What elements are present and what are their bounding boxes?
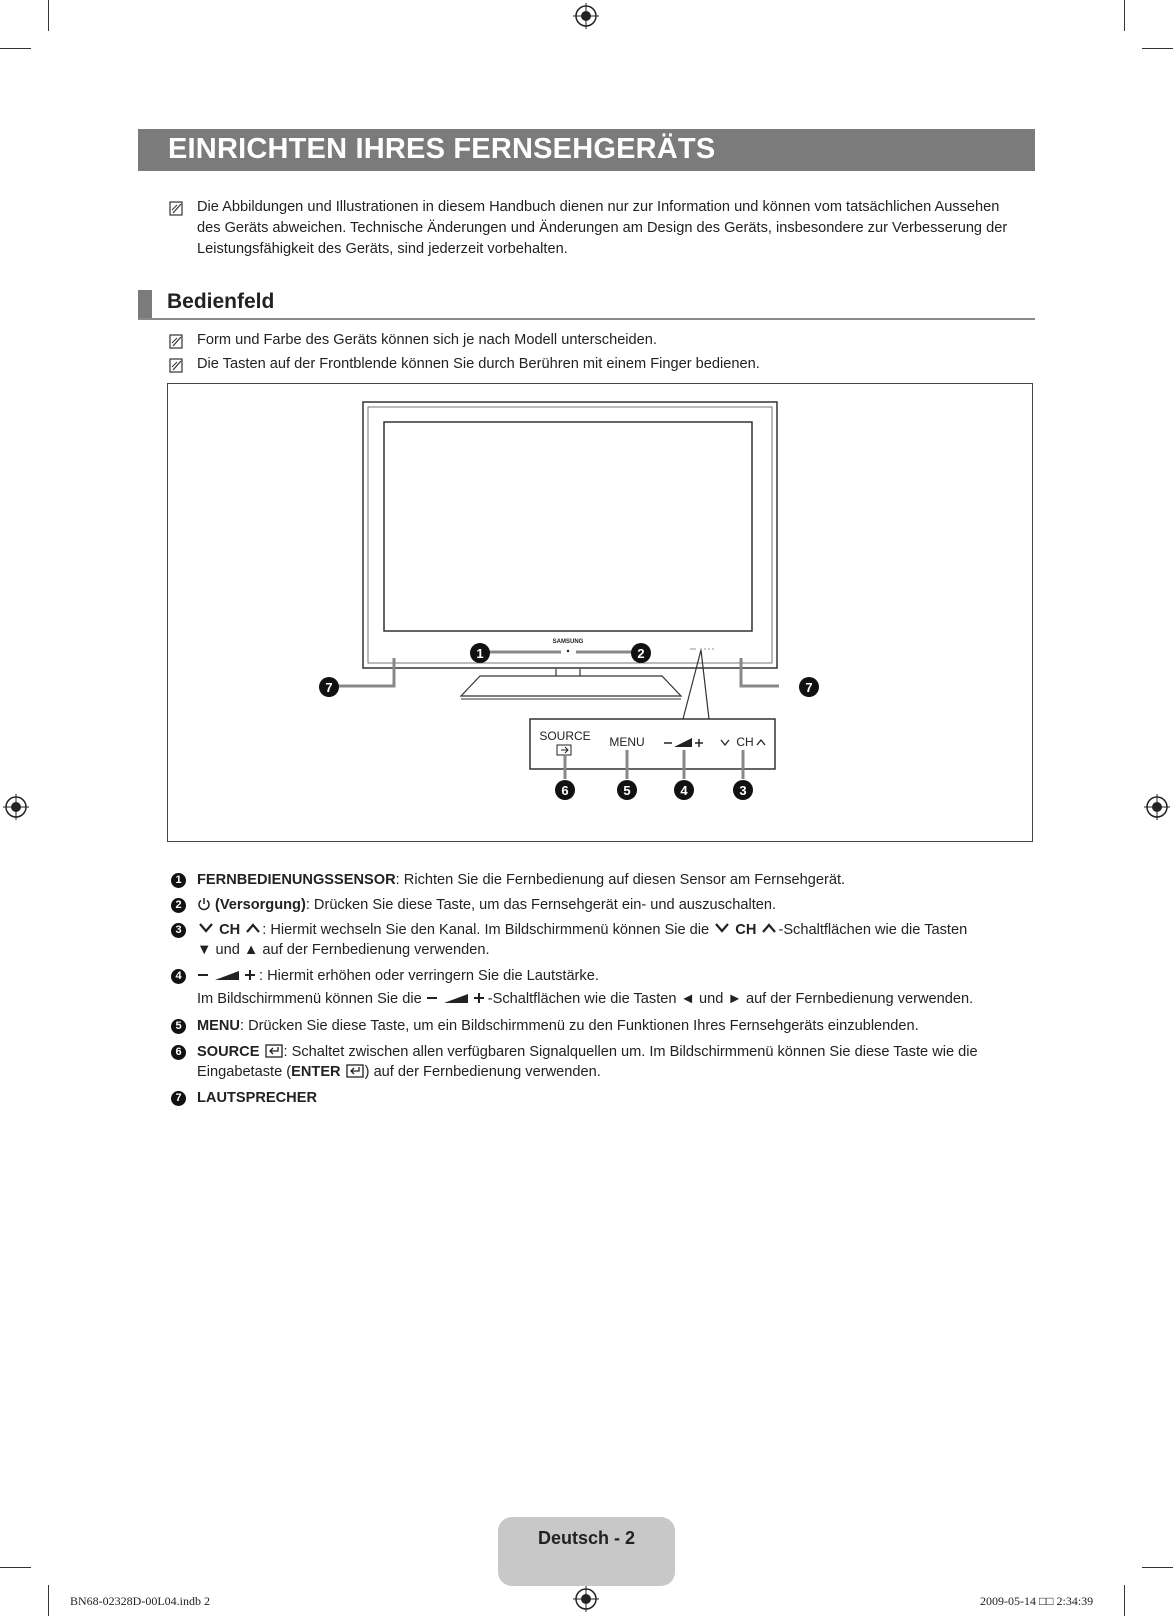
volume-icon — [426, 991, 488, 1005]
registration-mark-icon — [3, 794, 29, 820]
item-term: CH — [219, 922, 241, 938]
panel-source-label: SOURCE — [539, 729, 591, 743]
tv-stand-base — [461, 676, 681, 696]
item-term: ENTER — [291, 1064, 341, 1080]
item-number: 2 — [171, 898, 186, 913]
item-text: : Drücken Sie diese Taste, um ein Bildschirmmenü zu den Funktionen Ihres Fernsehgeräts einzublenden. — [239, 1018, 919, 1034]
intro-note-line: des Geräts abweichen. Technische Änderungen und Änderungen am Design des Geräts, insbesondere zur Verbesserung der — [197, 220, 1008, 236]
item-term: MENU — [197, 1018, 240, 1034]
power-icon — [197, 897, 211, 911]
print-slug-right: 2009-05-14 □□ 2:34:39 — [980, 1594, 1094, 1608]
page-number-tab — [498, 1517, 675, 1586]
item-text: : Richten Sie die Fernbedienung auf diesen Sensor am Fernsehgerät. — [395, 872, 846, 888]
item-term: (Versorgung) — [215, 897, 306, 913]
volume-icon — [197, 968, 259, 982]
registration-mark-icon — [1144, 794, 1170, 820]
panel-menu-label: MENU — [609, 735, 645, 749]
crop-mark — [0, 1567, 31, 1568]
chevron-up-icon — [760, 922, 778, 934]
item-number: 7 — [171, 1091, 186, 1106]
crop-mark — [48, 1585, 49, 1616]
item-text: : Schaltet zwischen allen verfügbaren Signalquellen um. Im Bildschirmmenü können Sie diese Taste wie die — [283, 1044, 978, 1060]
item-text: : Hiermit erhöhen oder verringern Sie die Lautstärke. — [259, 968, 599, 984]
chevron-up-icon — [244, 922, 262, 934]
intro-note-line: Leistungsfähigkeit des Geräts, sind jederzeit vorbehalten. — [197, 241, 568, 257]
item-7-description — [197, 1088, 317, 1108]
print-slug-left: BN68-02328D-00L04.indb 2 — [70, 1594, 210, 1608]
page-title-bar — [138, 129, 1035, 171]
item-term: SOURCE — [197, 1044, 260, 1060]
item-number: 6 — [171, 1045, 186, 1060]
note-icon — [169, 334, 184, 349]
crop-mark — [1142, 1567, 1173, 1568]
registration-mark-icon — [573, 1586, 599, 1612]
item-text: ) auf der Fernbedienung verwenden. — [364, 1064, 601, 1080]
item-number: 1 — [171, 873, 186, 888]
item-text: : Drücken Sie diese Taste, um das Fernsehgerät ein- und auszuschalten. — [305, 897, 777, 913]
item-text: Im Bildschirmmenü können Sie die — [197, 991, 422, 1007]
crop-mark — [1142, 48, 1173, 49]
section-title: Bedienfeld — [167, 290, 275, 313]
item-text: ▼ und ▲ auf der Fernbedienung verwenden. — [197, 942, 490, 958]
enter-icon — [264, 1044, 284, 1058]
callout-number: 6 — [561, 783, 569, 798]
callout-number: 7 — [325, 680, 333, 695]
tv-diagram — [168, 384, 1032, 841]
page-title: EINRICHTEN IHRES FERNSEHGERÄTS — [168, 133, 716, 165]
note-icon — [169, 358, 184, 373]
registration-mark-icon — [573, 3, 599, 29]
tv-figure-box — [167, 383, 1033, 842]
tv-screen — [384, 422, 752, 631]
callout-number: 4 — [680, 783, 688, 798]
callout-number: 1 — [476, 646, 484, 661]
item-4-description-line2 — [197, 989, 973, 1009]
item-text: Eingabetaste ( — [197, 1064, 292, 1080]
section-note: Die Tasten auf der Frontblende können Sie durch Berühren mit einem Finger bedienen. — [197, 356, 760, 372]
item-4-description — [197, 966, 599, 986]
item-1-description — [197, 870, 845, 890]
crop-mark — [1124, 1585, 1125, 1616]
callout-number: 5 — [623, 783, 631, 798]
tv-brand-logo: SAMSUNG — [552, 639, 584, 645]
intro-note-line: Die Abbildungen und Illustrationen in diesem Handbuch dienen nur zur Information und können vom tatsächlichen Aussehen — [197, 199, 1000, 215]
item-term: FERNBEDIENUNGSSENSOR — [197, 872, 396, 888]
item-6-description — [197, 1042, 978, 1062]
chevron-down-icon — [713, 922, 731, 934]
item-number: 5 — [171, 1019, 186, 1034]
item-text: -Schaltflächen wie die Tasten ◄ und ► auf der Fernbedienung verwenden. — [487, 991, 974, 1007]
callout-number: 2 — [637, 646, 645, 661]
section-heading-bar — [138, 290, 152, 318]
item-number: 3 — [171, 923, 186, 938]
item-6-description-line2 — [197, 1062, 601, 1082]
crop-mark — [1124, 0, 1125, 31]
crop-mark — [48, 0, 49, 31]
item-3-description — [197, 920, 967, 940]
item-text: -Schaltflächen wie die Tasten — [778, 922, 968, 938]
chevron-down-icon — [197, 922, 215, 934]
item-number: 4 — [171, 969, 186, 984]
item-5-description — [197, 1016, 919, 1036]
item-2-description — [197, 895, 776, 915]
section-heading — [138, 290, 1035, 320]
item-term: LAUTSPRECHER — [197, 1090, 317, 1106]
page-label: Deutsch - 2 — [537, 1528, 636, 1548]
callout-number: 3 — [739, 783, 747, 798]
callout-number: 7 — [805, 680, 813, 695]
item-text: : Hiermit wechseln Sie den Kanal. Im Bildschirmmenü können Sie die — [262, 922, 710, 938]
note-icon — [169, 201, 184, 216]
crop-mark — [0, 48, 31, 49]
item-term: CH — [735, 922, 757, 938]
panel-channel-label: CH — [736, 735, 754, 749]
enter-icon — [345, 1064, 365, 1078]
section-note: Form und Farbe des Geräts können sich je nach Modell unterscheiden. — [197, 332, 657, 348]
